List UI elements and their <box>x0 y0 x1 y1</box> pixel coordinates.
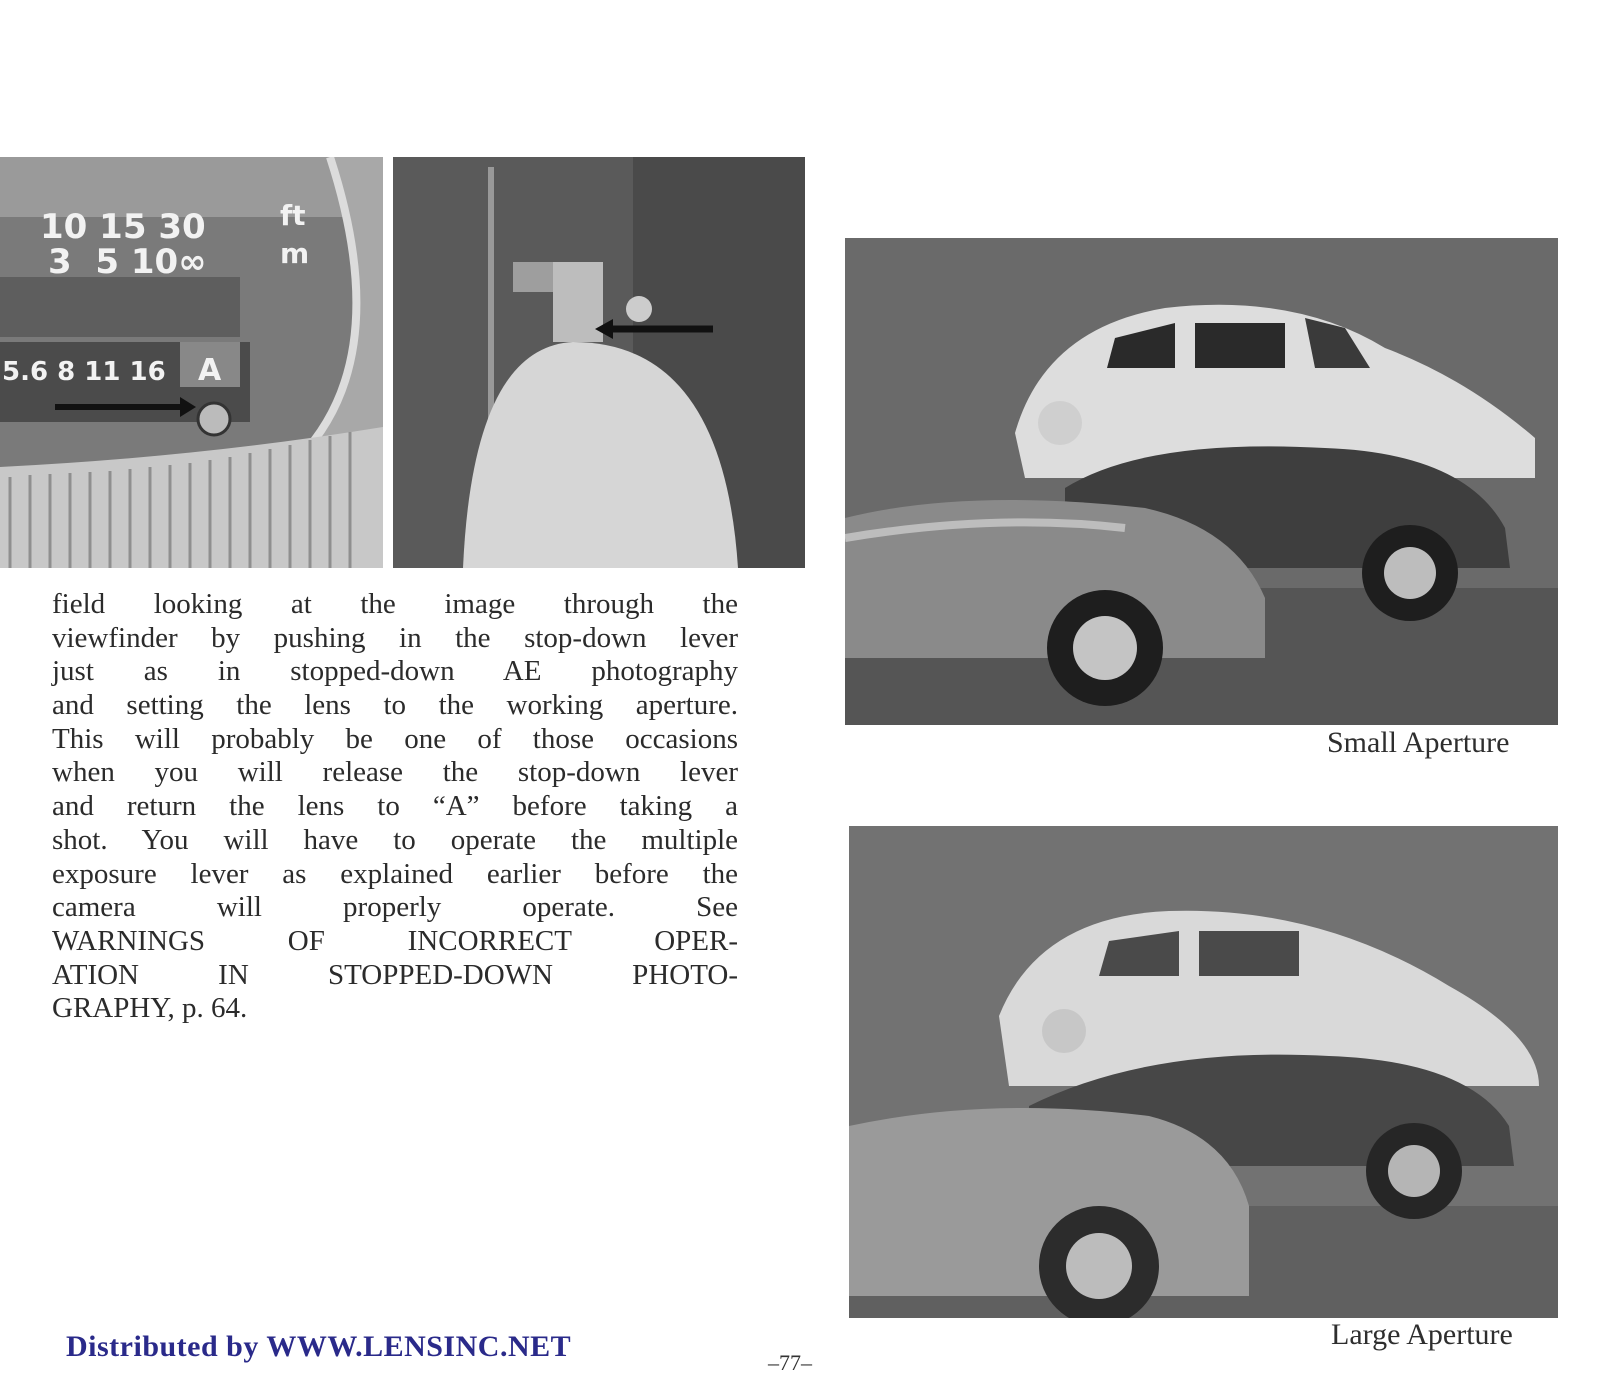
text-line: camera will properly operate. See <box>52 891 738 924</box>
large-aperture-caption: Large Aperture <box>1331 1318 1513 1351</box>
small-aperture-photo <box>845 238 1558 725</box>
text-line: WARNINGS OF INCORRECT OPER- <box>52 924 738 957</box>
large-aperture-photo <box>849 826 1558 1318</box>
text-line: This will probably be one of those occasions <box>52 722 738 755</box>
text-line: and return the lens to “A” before taking a <box>52 790 738 823</box>
text-line: viewfinder by pushing in the stop-down lever <box>52 621 738 654</box>
distance-unit-m: m <box>280 237 310 270</box>
text-line: just as in stopped-down AE photography <box>52 655 738 688</box>
page-number: –77– <box>768 1350 812 1375</box>
stop-down-lever-photo <box>393 157 805 568</box>
aperture-auto-mark: A <box>198 353 222 388</box>
distance-scale-m: 3 5 10∞ <box>48 242 207 282</box>
small-aperture-caption: Small Aperture <box>1327 726 1510 759</box>
text-line: field looking at the image through the <box>52 588 738 620</box>
text-line: ATION IN STOPPED-DOWN PHOTO- <box>52 958 738 991</box>
body-paragraph <box>52 588 738 1026</box>
distance-scale-ft: 10 15 30 <box>40 207 206 247</box>
aperture-scale: 5.6 8 11 16 <box>2 357 166 387</box>
text-line: GRAPHY, p. 64. <box>52 992 248 1025</box>
distance-unit-ft: ft <box>280 199 306 232</box>
distributor-footer: Distributed by WWW.LENSINC.NET <box>66 1330 572 1363</box>
text-line: when you will release the stop-down lever <box>52 756 738 789</box>
text-line: shot. You will have to operate the multiple <box>52 823 738 856</box>
text-line: exposure lever as explained earlier before the <box>52 857 738 890</box>
lens-aperture-photo <box>0 157 383 568</box>
text-line: and setting the lens to the working aperture. <box>52 689 738 722</box>
